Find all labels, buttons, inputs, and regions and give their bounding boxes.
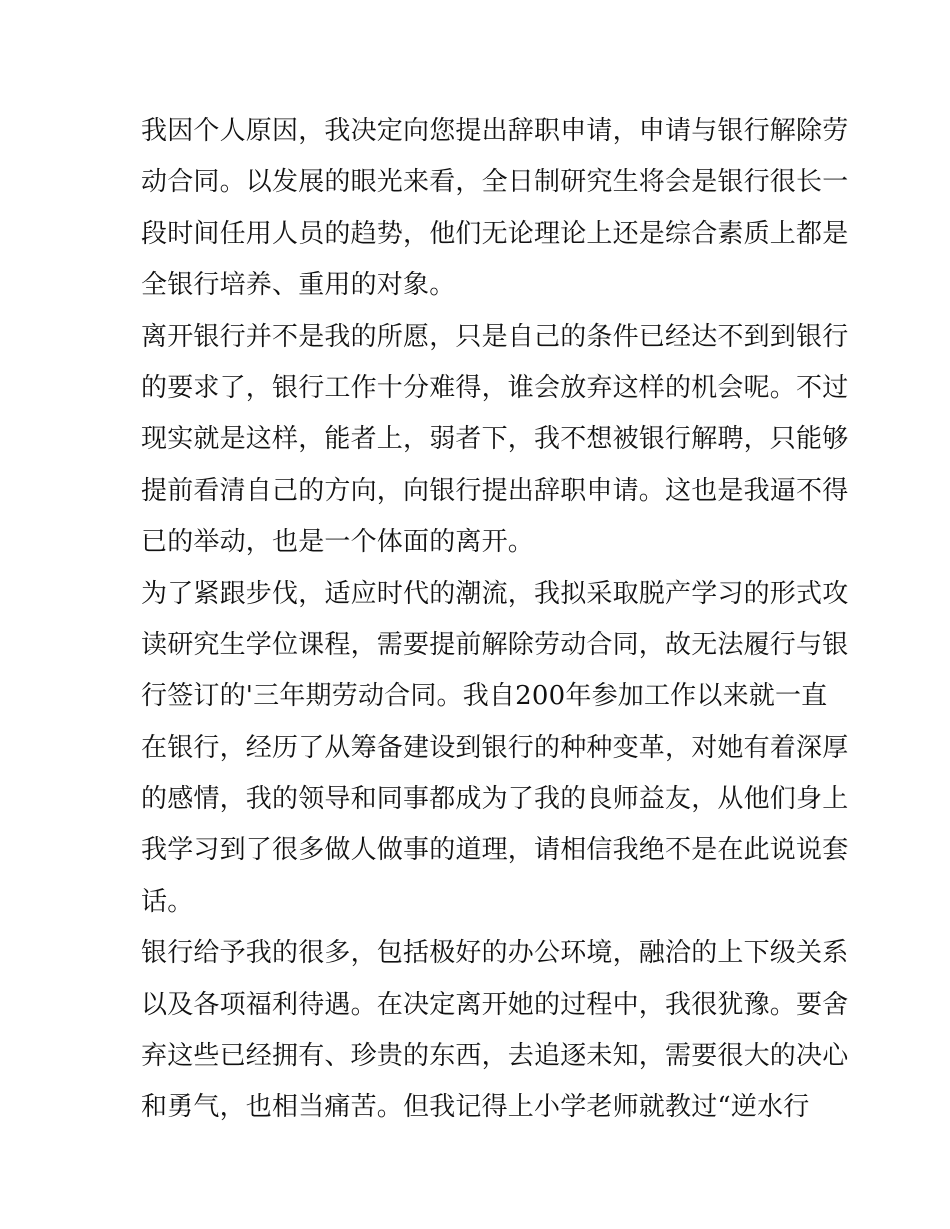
- text-line: 我因个人原因，我决定向您提出辞职申请，申请与银行解除劳: [141, 116, 849, 146]
- text-line: 读研究生学位课程，需要提前解除劳动合同，故无法履行与银: [141, 629, 849, 660]
- text-line: 行签订的'三年期劳动合同。我自200年参加工作以来就一直: [141, 681, 828, 712]
- text-line: 我学习到了很多做人做事的道理，请相信我绝不是在此说说套: [141, 835, 849, 866]
- text-line: 弃这些已经拥有、珍贵的东西，去追逐未知，需要很大的决心: [141, 1041, 849, 1072]
- text-line: 动合同。以发展的眼光来看，全日制研究生将会是银行很长一: [141, 167, 849, 198]
- text-line: 话。: [141, 886, 194, 917]
- text-line: 提前看清自己的方向，向银行提出辞职申请。这也是我逼不得: [141, 475, 849, 506]
- text-line: 在银行，经历了从筹备建设到银行的种种变革，对她有着深厚: [141, 732, 849, 763]
- text-line: 现实就是这样，能者上，弱者下，我不想被银行解聘，只能够: [141, 424, 849, 455]
- text-line: 已的举动，也是一个体面的离开。: [141, 527, 535, 558]
- text-line: 和勇气，也相当痛苦。但我记得上小学老师就教过“逆水行: [141, 1092, 810, 1123]
- text-line: 银行给予我的很多，包括极好的办公环境，融洽的上下级关系: [141, 938, 849, 969]
- text-line: 段时间任用人员的趋势，他们无论理论上还是综合素质上都是: [141, 218, 849, 249]
- text-line: 的要求了，银行工作十分难得，谁会放弃这样的机会呢。不过: [141, 372, 849, 403]
- resignation-letter-body: [141, 106, 849, 1134]
- text-line: 的感情，我的领导和同事都成为了我的良师益友，从他们身上: [141, 784, 849, 815]
- text-line: 离开银行并不是我的所愿，只是自己的条件已经达不到到银行: [141, 321, 849, 352]
- text-line: 以及各项福利待遇。在决定离开她的过程中，我很犹豫。要舍: [141, 989, 849, 1020]
- text-line: 全银行培养、重用的对象。: [141, 270, 456, 301]
- text-line: 为了紧跟步伐，适应时代的潮流，我拟采取脱产学习的形式攻: [141, 578, 849, 609]
